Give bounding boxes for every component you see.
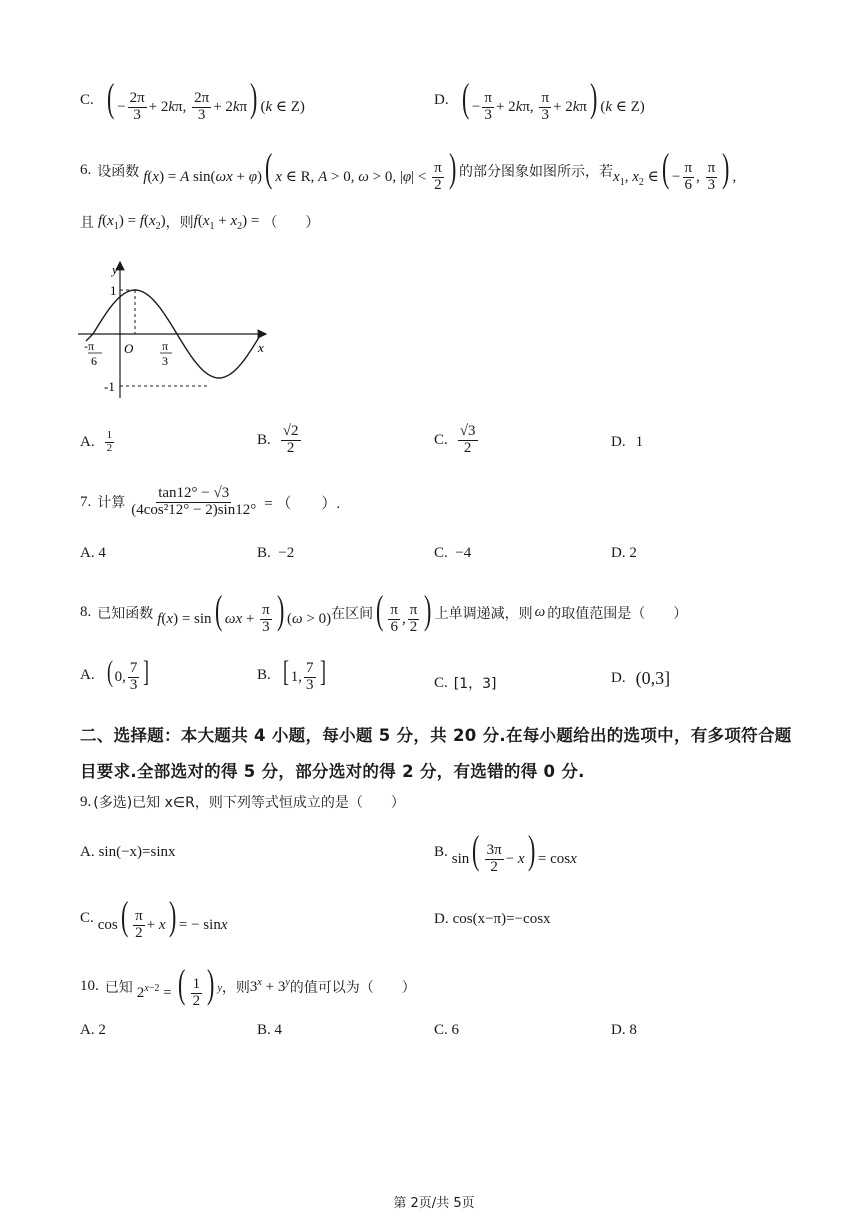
q6-target: $f(x_1 + x_2)$ =: [193, 212, 260, 232]
q8-option-a: [80, 657, 151, 694]
option-value: sin(−x)=sinx: [98, 844, 176, 860]
option-value: cos(x−π)=−cosx: [452, 911, 551, 927]
tick-y-negative: -1: [104, 379, 115, 394]
q7-denominator: (4cos²12° − 2)sin12°: [131, 501, 257, 518]
q10-option-b: B. 4: [257, 1021, 283, 1038]
question-number: 8.: [80, 604, 92, 621]
q8-omega: ω: [534, 604, 546, 621]
q10-stem-text: 已知: [104, 979, 133, 996]
q7-option-b: B. −2: [257, 544, 295, 561]
option-label: C.: [80, 910, 94, 927]
answer-paren: （ ）: [263, 215, 320, 231]
q7-stem: [80, 486, 340, 519]
option-label: C.: [434, 431, 448, 448]
q6-option-a: [80, 430, 116, 454]
q9-stem: [80, 792, 405, 812]
option-math: $\frac{1}{2}$: [106, 429, 113, 454]
page-footer: 第 2页/共 5页: [393, 1196, 475, 1211]
section-header-line2: 目要求.全部选对的得 5 分，部分选对的得 2 分，有选错的得 0 分.: [80, 762, 585, 781]
option-label: B.: [257, 431, 271, 448]
y-axis-label: y: [112, 262, 118, 277]
tick-x-left: [84, 339, 102, 368]
q6-sine-graph: [76, 258, 276, 408]
q6-condition: $f(x_1) = f(x_2)$: [98, 212, 166, 232]
svg-text:-π: -π: [84, 339, 95, 353]
q7-option-c: C. −4: [434, 544, 472, 561]
q8-stem-text: 已知函数: [97, 605, 154, 622]
q10-option-c: C. 6: [434, 1021, 460, 1038]
q6-stem-text: 设函数: [97, 163, 140, 180]
q10-stem-text: 的值可以为（ ）: [289, 979, 416, 996]
option-math: ( 0, $\frac{7}{3}$ ]: [106, 655, 150, 694]
q10-stem-text: ，则: [221, 979, 250, 996]
question-number: 9.: [80, 793, 92, 810]
q6-stem-text: 且: [80, 215, 94, 231]
q7-fraction: [129, 486, 258, 519]
q6-stem-line2: [80, 212, 319, 232]
q9-stem-text: (多选)已知 x∈R，则下列等式恒成立的是（ ）: [93, 795, 405, 811]
tick-x-right: [160, 339, 172, 368]
option-label: D.: [611, 670, 626, 686]
q6-option-b: [257, 424, 303, 457]
option-value: 1: [635, 434, 644, 450]
q9-option-d: [434, 911, 551, 928]
option-label: A.: [80, 666, 95, 683]
q6-function-def: f(x) = A sin(ωx + φ)( x ∈ R, A > 0, ω > 0, |φ| < $\frac{\pi}{2}$ ): [143, 145, 457, 194]
q8-option-c: [434, 673, 497, 693]
svg-text:π: π: [162, 339, 169, 353]
option-label: A.: [80, 433, 95, 450]
option-label: C.: [434, 674, 448, 691]
origin-label: O: [124, 341, 134, 356]
option-value: (0,3]: [635, 668, 671, 688]
q5-option-d: [434, 75, 645, 124]
option-label: C.: [80, 92, 94, 109]
option-label: B.: [257, 666, 271, 683]
option-math: sin( $\frac{3\pi}{2}$ − x) = cosx: [451, 827, 577, 876]
q8-option-d: [611, 668, 670, 689]
q8-stem: [80, 587, 688, 636]
q7-option-d: D. 2: [611, 544, 637, 561]
option-math: $\frac{√2}{2}$: [282, 423, 299, 456]
tick-y-positive: 1: [110, 283, 117, 298]
question-number: 10.: [80, 978, 99, 995]
x-axis-label: x: [258, 340, 264, 355]
q8-stem-text: 上单调递减，则: [434, 605, 533, 622]
option-value: [1，3]: [453, 676, 497, 692]
q10-option-d: D. 8: [611, 1021, 637, 1038]
question-number: 7.: [80, 493, 92, 510]
q8-stem-text: 在区间: [331, 605, 374, 622]
option-math: cos( $\frac{\pi}{2}$ + x) = − sinx: [97, 893, 228, 942]
q6-stem-text: 的部分图象如图所示，若: [459, 163, 614, 180]
q9-option-c: [80, 893, 228, 942]
option-label: A.: [80, 844, 95, 860]
q7-stem-text: 计算: [97, 495, 126, 512]
option-label: D.: [611, 434, 626, 450]
q6-interval: $x_1$, $x_2$ ∈( − $\frac{\pi}{6}$ , $\frac{\pi}{3}$ ) ,: [613, 145, 737, 194]
option-math: ( − $\frac{2\pi}{3}$ + 2kπ, $\frac{2\pi}{3}$ + 2kπ) (k ∈ Z): [106, 75, 305, 124]
option-math: ( − $\frac{\pi}{3}$ + 2kπ, $\frac{\pi}{3}$ + 2kπ) (k ∈ Z): [461, 75, 645, 124]
section-header-line1: 二、选择题：本大题共 4 小题，每小题 5 分，共 20 分.在每小题给出的选项中，有多项符合题: [80, 726, 792, 745]
q6-option-c: [434, 424, 480, 457]
q6-stem-text: ，则: [165, 215, 194, 231]
q7-tail: = （ ）.: [264, 495, 341, 512]
q8-interval: ( $\frac{\pi}{6}$ , $\frac{\pi}{2}$ ): [376, 587, 432, 636]
q10-expression: $3^x + 3^y$: [249, 977, 290, 996]
question-number: 6.: [80, 162, 92, 179]
q8-function-def: f(x) = sin( ωx + $\frac{\pi}{3}$ ) (ω > 0): [157, 587, 332, 636]
q10-equation: $2^{x-2}$ = ( $\frac{1}{2}$ ) $^y$: [136, 961, 222, 1010]
q7-numerator: tan12° − √3: [158, 485, 230, 501]
option-label: D.: [434, 911, 449, 927]
q8-stem-text: 的取值范围是（ ）: [547, 605, 688, 622]
q10-stem: [80, 961, 416, 1010]
option-label: B.: [434, 844, 448, 861]
option-math: $\frac{√3}{2}$: [459, 423, 476, 456]
option-label: D.: [434, 92, 449, 109]
svg-text:6: 6: [91, 354, 97, 368]
q9-option-a: [80, 844, 176, 861]
q6-stem-line1: [80, 145, 737, 194]
q10-option-a: A. 2: [80, 1021, 106, 1038]
option-math: [ 1, $\frac{7}{3}$ ]: [282, 655, 326, 694]
q7-option-a: A. 4: [80, 544, 106, 561]
q9-option-b: [434, 827, 577, 876]
q5-option-c: [80, 75, 305, 124]
q6-option-d: [611, 434, 643, 451]
q8-option-b: [257, 657, 328, 694]
svg-text:3: 3: [162, 354, 168, 368]
